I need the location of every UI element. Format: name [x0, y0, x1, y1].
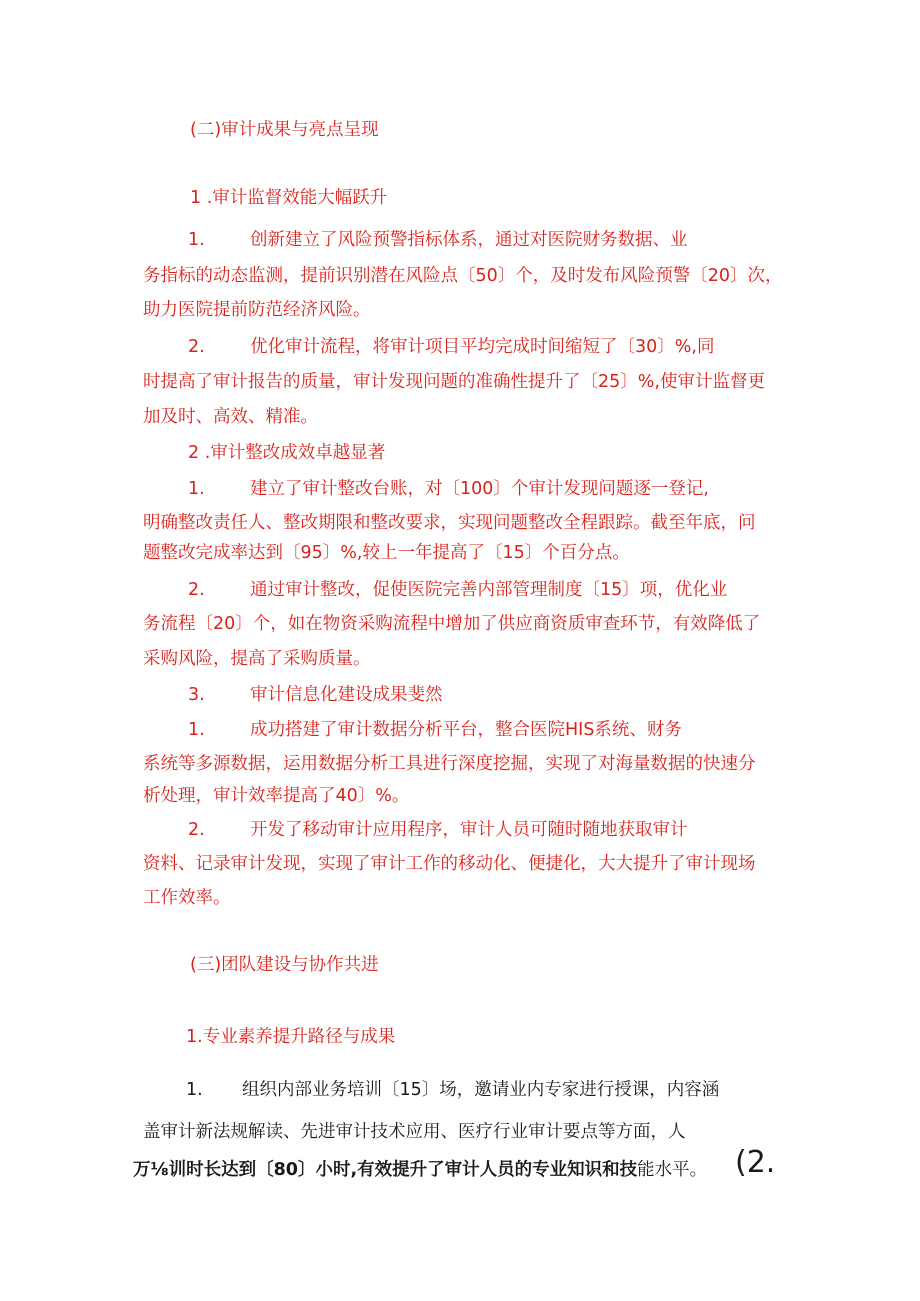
paragraph-line: 成功搭建了审计数据分析平台，整合医院HIS系统、财务: [250, 720, 682, 740]
paragraph-line: 时提高了审计报告的质量，审计发现问题的准确性提升了〔25〕%,使审计监督更: [143, 372, 765, 392]
paragraph-line: 优化审计流程，将审计项目平均完成时间缩短了〔30〕%,同: [250, 337, 715, 357]
list-number: 1.: [188, 720, 205, 740]
list-number: 2.: [188, 820, 205, 840]
list-number: 1.: [186, 1080, 203, 1100]
list-number: 3.: [188, 685, 205, 705]
paragraph-line: 盖审计新法规解读、先进审计技术应用、医疗行业审计要点等方面，人: [143, 1122, 686, 1142]
subsection-heading: 1.专业素养提升路径与成果: [186, 1027, 396, 1047]
subsection-heading: 1 .审计监督效能大幅跃升: [190, 188, 388, 208]
paragraph-line: 采购风险，提高了采购质量。: [143, 649, 371, 669]
list-number: 2.: [188, 580, 205, 600]
paragraph-line: 通过审计整改，促使医院完善内部管理制度〔15〕项，优化业: [250, 580, 728, 600]
paragraph-line: 加及时、高效、精准。: [143, 407, 318, 427]
normal-text: 能水平。: [637, 1160, 708, 1180]
list-number: 2.: [188, 337, 205, 357]
subsection-heading: 2 .审计整改成效卓越显著: [188, 443, 386, 463]
paragraph-line: 工作效率。: [143, 888, 231, 908]
bold-text: 万⅛训时长达到〔80〕小时,有效提升了审计人员的专业知识和技: [133, 1160, 638, 1180]
paragraph-line: 助力医院提前防范经济风险。: [143, 300, 371, 320]
paragraph-line: 析处理，审计效率提高了40〕%。: [143, 786, 410, 806]
paragraph-line-final: [133, 1158, 707, 1182]
paragraph-line: 创新建立了风险预警指标体系，通过对医院财务数据、业: [250, 230, 688, 250]
paragraph-line: 明确整改责任人、整改期限和整改要求，实现问题整改全程跟踪。截至年底，问: [143, 513, 756, 533]
paragraph-line: 务指标的动态监测，提前识别潜在风险点〔50〕个，及时发布风险预警〔20〕次，: [143, 266, 783, 286]
paragraph-line: 开发了移动审计应用程序，审计人员可随时随地获取审计: [250, 820, 688, 840]
section-title: (三)团队建设与协作共进: [190, 955, 379, 975]
continuation-marker: (2.: [735, 1145, 776, 1180]
paragraph-line: 组织内部业务培训〔15〕场，邀请业内专家进行授课，内容涵: [242, 1080, 720, 1100]
list-number: 1.: [188, 230, 205, 250]
paragraph-line: 资料、记录审计发现，实现了审计工作的移动化、便捷化，大大提升了审计现场: [143, 854, 756, 874]
paragraph-line: 题整改完成率达到〔95〕%,较上一年提高了〔15〕个百分点。: [143, 543, 630, 563]
paragraph-line: 系统等多源数据，运用数据分析工具进行深度挖掘，实现了对海量数据的快速分: [143, 754, 756, 774]
subsection-heading: 审计信息化建设成果斐然: [250, 685, 443, 705]
paragraph-line: 建立了审计整改台账，对〔100〕个审计发现问题逐一登记,: [250, 479, 709, 499]
list-number: 1.: [188, 479, 205, 499]
paragraph-line: 务流程〔20〕个，如在物资采购流程中增加了供应商资质审查环节，有效降低了: [143, 614, 761, 634]
section-title: (二)审计成果与亮点呈现: [190, 120, 379, 140]
